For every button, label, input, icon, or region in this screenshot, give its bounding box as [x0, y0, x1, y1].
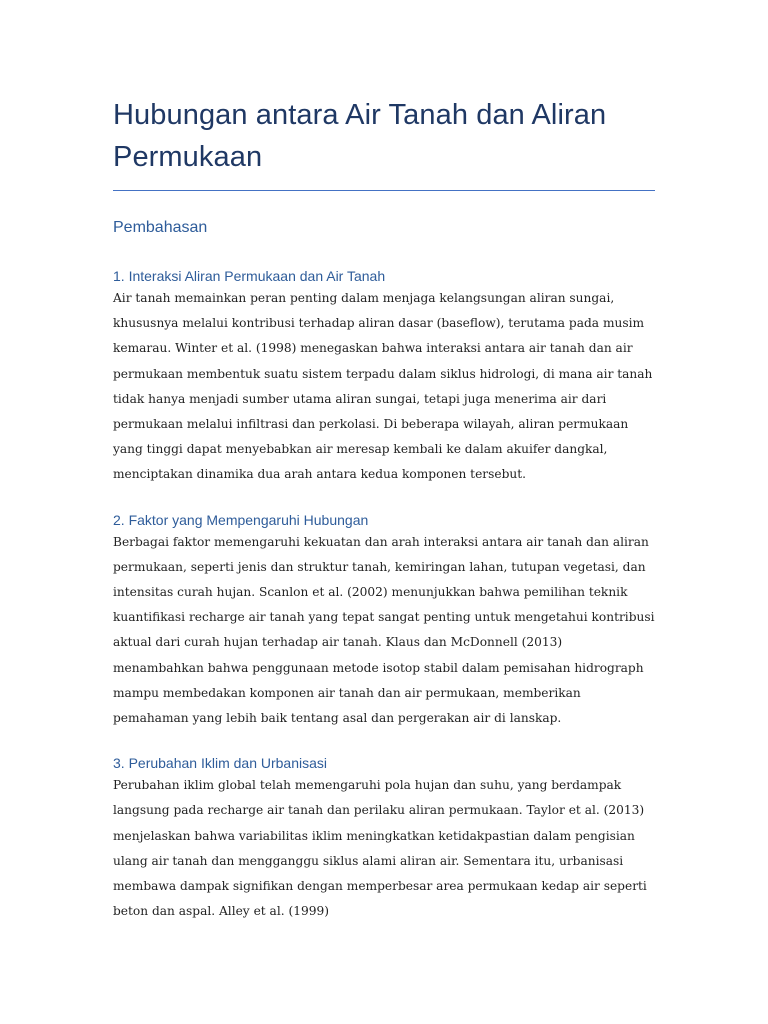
- section-heading: Pembahasan: [113, 219, 208, 236]
- subheading-3: 3. Perubahan Iklim dan Urbanisasi: [113, 755, 328, 772]
- document-title: Hubungan antara Air Tanah dan Aliran Permukaan: [113, 99, 607, 173]
- title-underline: [113, 190, 655, 191]
- paragraph-3: Perubahan iklim global telah memengaruhi pola hujan dan suhu, yang berdampak langsung pada recharge air tanah dan perilaku aliran permukaan. Taylor et al. (2013) menjelaskan bahwa variabilitas iklim meningkatkan ketidakpastian dalam pengisian ulang air tanah dan mengganggu siklus alami aliran air. Sementara itu, urbanisasi membawa dampak signifikan dengan memperbesar area permukaan kedap air seperti beton dan aspal. Alley et al. (1999): [113, 778, 647, 919]
- paragraph-2: Berbagai faktor memengaruhi kekuatan dan arah interaksi antara air tanah dan aliran permukaan, seperti jenis dan struktur tanah, kemiringan lahan, tutupan vegetasi, dan intensitas curah hujan. Scanlon et al. (2002) menunjukkan bahwa pemilihan teknik kuantifikasi recharge air tanah yang tepat sangat penting untuk mengetahui kontribusi aktual dari curah hujan terhadap air tanah. Klaus dan McDonnell (2013) menambahkan bahwa penggunaan metode isotop stabil dalam pemisahan hidrograph mampu membedakan komponen air tanah dan air permukaan, memberikan pemahaman yang lebih baik tentang asal dan pergerakan air di lanskap.: [113, 534, 655, 726]
- paragraph-1: Air tanah memainkan peran penting dalam menjaga kelangsungan aliran sungai, khususnya melalui kontribusi terhadap aliran dasar (baseflow), terutama pada musim kemarau. Winter et al. (1998) menegaskan bahwa interaksi antara air tanah dan air permukaan membentuk suatu sistem terpadu dalam siklus hidrologi, di mana air tanah tidak hanya menjadi sumber utama aliran sungai, tetapi juga menerima air dari permukaan melalui infiltrasi dan perkolasi. Di beberapa wilayah, aliran permukaan yang tinggi dapat menyebabkan air meresap kembali ke dalam akuifer dangkal, menciptakan dinamika dua arah antara kedua komponen tersebut.: [113, 291, 653, 482]
- subheading-2: 2. Faktor yang Mempengaruhi Hubungan: [113, 511, 369, 528]
- subheading-1: 1. Interaksi Aliran Permukaan dan Air Tanah: [113, 268, 386, 284]
- section-block-2: [113, 510, 655, 732]
- section-block-1: [113, 266, 655, 488]
- section-block-3: [113, 753, 655, 924]
- document-page: [113, 0, 655, 924]
